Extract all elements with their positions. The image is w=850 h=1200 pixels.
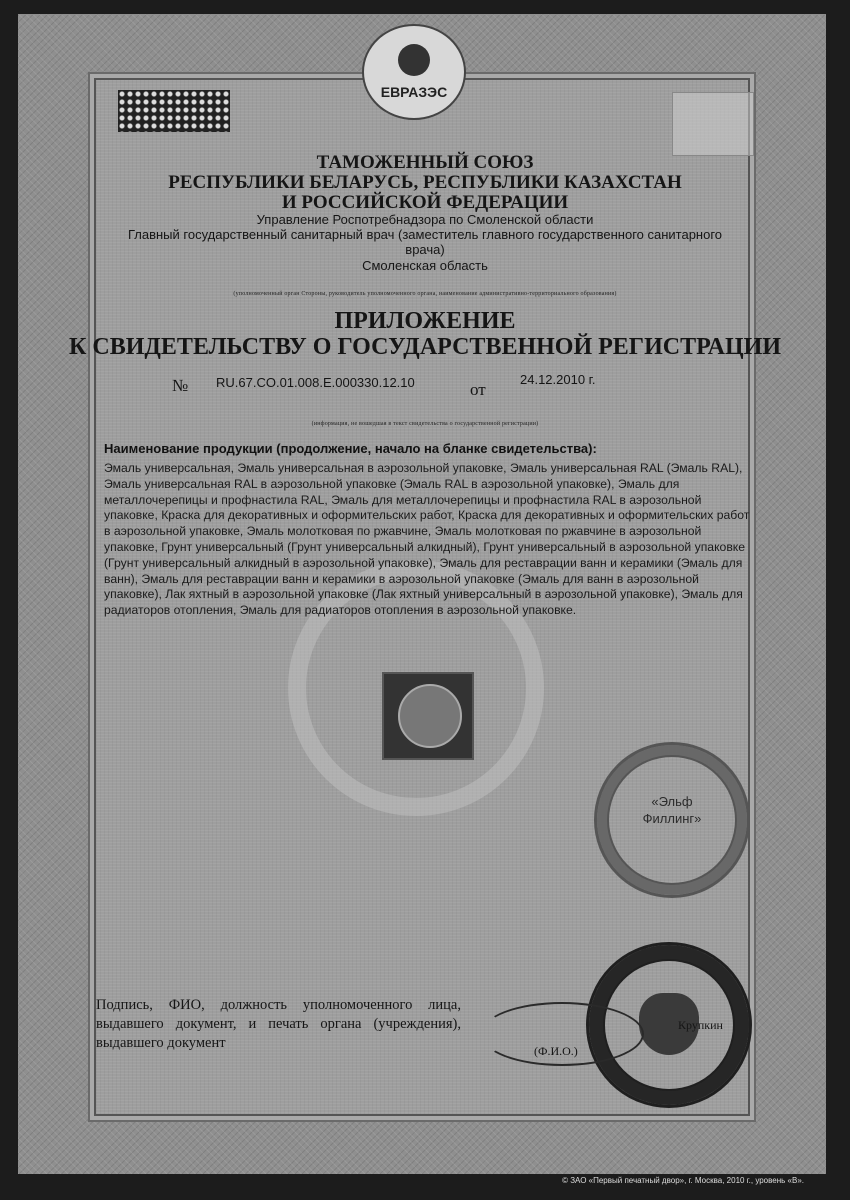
registration-caption: (информация, не вошедшая в текст свидетельства о государственной регистрации): [311, 421, 539, 427]
header-line2: РЕСПУБЛИКИ БЕЛАРУСЬ, РЕСПУБЛИКИ КАЗАХСТАН: [168, 172, 682, 193]
hologram-sticker: [382, 672, 474, 760]
authority: Управление Роспотребнадзора по Смоленской области: [256, 212, 594, 227]
watermark-emblem: [672, 92, 754, 156]
stamp-line2: Филлинг»: [642, 811, 702, 826]
title-line2: К СВИДЕТЕЛЬСТВУ О ГОСУДАРСТВЕННОЙ РЕГИСТРАЦИИ: [69, 334, 781, 360]
coat-of-arms-icon: [398, 684, 462, 748]
stamp-line1: «Эльф: [651, 794, 693, 809]
company-stamp-text: [597, 793, 747, 827]
registration-number: RU.67.CO.01.008.E.000330.12.10: [216, 375, 415, 390]
header-line3: И РОССИЙСКОЙ ФЕДЕРАЦИИ: [281, 192, 569, 213]
official-line-a: Главный государственный санитарный врач (заместитель главного государственного санитарного: [127, 227, 723, 242]
title-line1: ПРИЛОЖЕНИЕ: [334, 308, 516, 334]
printer-footer: © ЗАО «Первый печатный двор», г. Москва, 2010 г., уровень «В».: [562, 1176, 804, 1185]
security-pattern: [118, 90, 230, 132]
product-heading: Наименование продукции (продолжение, начало на бланке свидетельства):: [104, 441, 597, 456]
date-label: от: [470, 380, 486, 399]
signature-label: Подпись, ФИО, должность уполномоченного лица, выдавшего документ, и печать органа (учреждения), выдавшего документ: [96, 997, 461, 1051]
logo-text: ЕВРАЗЭС: [380, 84, 448, 100]
evrazes-logo: [362, 24, 466, 120]
number-label: №: [172, 376, 189, 395]
authority-caption: (уполномоченный орган Стороны, руководитель уполномоченного органа, наименование административно-территориального образования): [233, 291, 617, 297]
emblem-icon: [398, 44, 430, 76]
header-line1: ТАМОЖЕННЫЙ СОЮЗ: [316, 152, 534, 173]
signer-name: Крупкин: [678, 1018, 723, 1032]
company-stamp: [594, 742, 750, 898]
region: Смоленская область: [362, 258, 488, 273]
official-line-b: врача): [405, 242, 445, 257]
registration-date: 24.12.2010 г.: [520, 372, 596, 387]
product-list: Эмаль универсальная, Эмаль универсальная в аэрозольной упаковке, Эмаль универсальная RAL (Эмаль RAL), Эмаль универсальная RAL в аэрозольной упаковке (Эмаль RAL в аэрозольной упаковке), Эмаль для металлочерепицы и профнастила RAL, Эмаль для металлочерепицы и профнастила RAL в аэрозольной упаковке, Краска для декоративных и оформительских работ, Краска для декоративных и оформительских работ в аэрозольной упаковке, Эмаль молотковая по ржавчине, Эмаль молотковая по ржавчине в аэрозольной упаковке, Грунт универсальный (Грунт универсальный алкидный), Грунт универсальный в аэрозольной упаковке (Грунт универсальный алкидный в аэрозольной упаковке), Эмаль для реставрации ванн и керамики (Эмаль для ванн), Эмаль для реставрации ванн и керамики в аэрозольной упаковке (Эмаль для ванн в аэрозольной упаковке), Лак яхтный в аэрозольной упаковке (Лак яхтный универсальный в аэрозольной упаковке), Эмаль для радиаторов отопления, Эмаль для радиаторов отопления в аэрозольной упаковке.: [104, 461, 750, 618]
fio-label: (Ф.И.О.): [534, 1044, 578, 1058]
